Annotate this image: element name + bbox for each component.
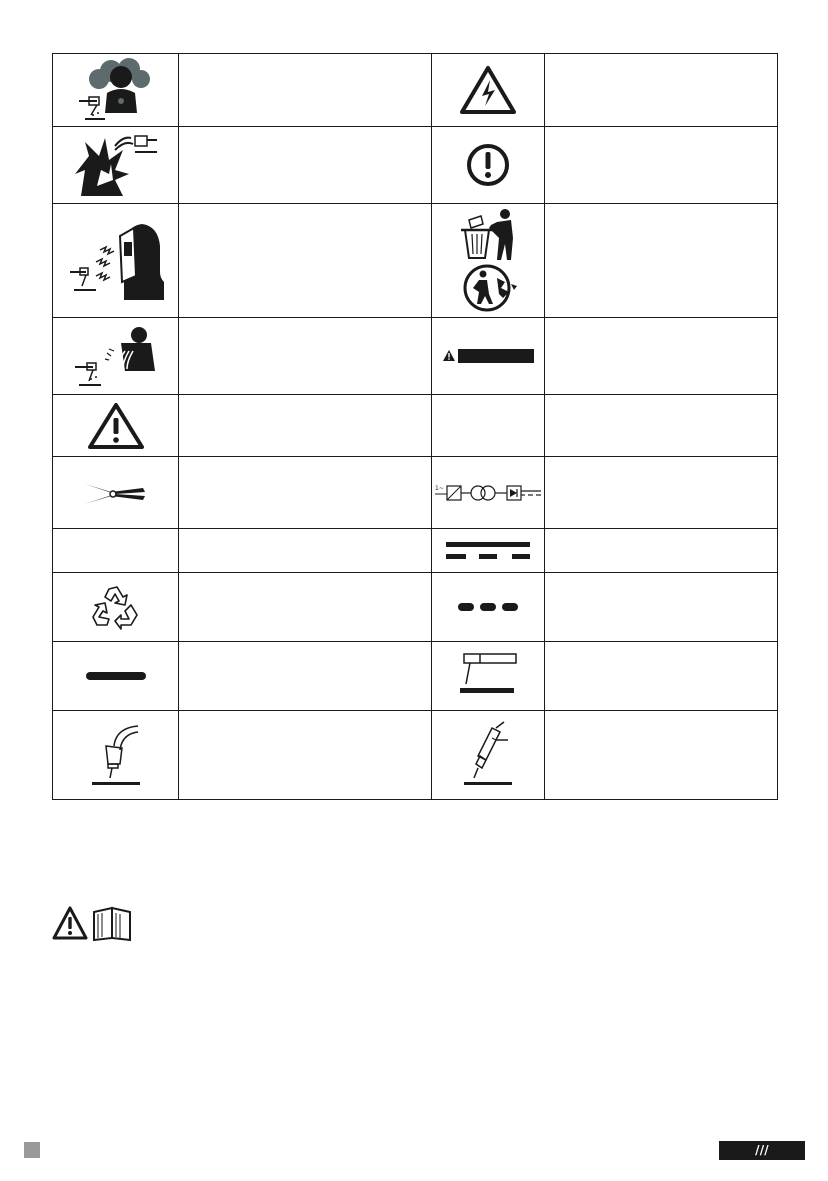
symbol-cell <box>53 529 179 573</box>
inverter-circuit-icon <box>433 482 543 504</box>
explosion-hazard-icon <box>71 130 161 200</box>
symbol-cell <box>432 318 545 395</box>
symbol-cell <box>432 395 545 457</box>
symbol-cell <box>53 711 179 800</box>
description-cell <box>179 573 432 642</box>
description-cell <box>179 711 432 800</box>
description-cell <box>179 642 432 711</box>
description-cell <box>179 204 432 318</box>
table-row <box>53 573 778 642</box>
hot-sparks-body-protection-icon <box>71 321 161 391</box>
symbol-cell <box>432 711 545 800</box>
direct-current-symbol-icon <box>444 540 532 562</box>
symbol-cell <box>53 395 179 457</box>
flux-cored-torch-icon <box>86 720 146 790</box>
description-cell <box>179 318 432 395</box>
welding-fumes-icon <box>71 57 161 123</box>
dashed-line-symbol-icon <box>456 600 520 614</box>
description-cell <box>179 54 432 127</box>
table-row <box>53 395 778 457</box>
symbol-cell <box>432 642 545 711</box>
symbol-cell <box>53 127 179 204</box>
recycling-icon <box>91 583 141 631</box>
description-cell <box>545 395 778 457</box>
earth-clamp-icon <box>81 478 151 508</box>
rating-plate-icon <box>456 652 520 700</box>
warning-read-manual-symbol <box>52 906 136 947</box>
danger-label-icon <box>442 348 534 364</box>
description-cell <box>179 529 432 573</box>
table-row <box>53 204 778 318</box>
description-cell <box>545 711 778 800</box>
attention-icon <box>465 142 511 188</box>
symbol-cell <box>53 54 179 127</box>
symbol-cell <box>53 642 179 711</box>
symbol-cell <box>432 529 545 573</box>
description-cell <box>545 54 778 127</box>
solid-line-symbol-icon <box>84 670 148 682</box>
read-manual-icon <box>94 908 130 940</box>
parkside-logo: /// PARKSIDE <box>719 1141 805 1160</box>
symbol-cell <box>432 573 545 642</box>
symbol-cell <box>432 204 545 318</box>
svg-text:1~: 1~ <box>435 484 444 492</box>
symbol-cell <box>53 457 179 529</box>
warning-icon <box>54 908 86 938</box>
description-cell <box>179 457 432 529</box>
table-row <box>53 127 778 204</box>
description-cell <box>179 395 432 457</box>
description-cell <box>545 318 778 395</box>
description-cell <box>545 204 778 318</box>
table-row <box>53 711 778 800</box>
symbol-cell <box>53 318 179 395</box>
symbol-cell <box>53 573 179 642</box>
page-marker <box>24 1142 40 1158</box>
disposal-recycling-icon <box>453 208 523 314</box>
symbol-cell <box>432 457 545 529</box>
table-row <box>53 642 778 711</box>
symbol-cell <box>432 54 545 127</box>
symbol-table <box>52 53 778 800</box>
description-cell <box>545 529 778 573</box>
description-cell <box>545 457 778 529</box>
description-cell <box>545 642 778 711</box>
symbol-cell <box>432 127 545 204</box>
description-cell <box>545 573 778 642</box>
table-row <box>53 457 778 529</box>
table-row <box>53 529 778 573</box>
description-cell <box>545 127 778 204</box>
description-cell <box>179 127 432 204</box>
mig-mag-torch-icon <box>458 720 518 790</box>
general-warning-icon <box>86 401 146 451</box>
electric-shock-warning-icon <box>458 64 518 116</box>
table-row <box>53 318 778 395</box>
table-row <box>53 54 778 127</box>
symbol-cell <box>53 204 179 318</box>
arc-radiation-face-shield-icon <box>66 216 166 306</box>
